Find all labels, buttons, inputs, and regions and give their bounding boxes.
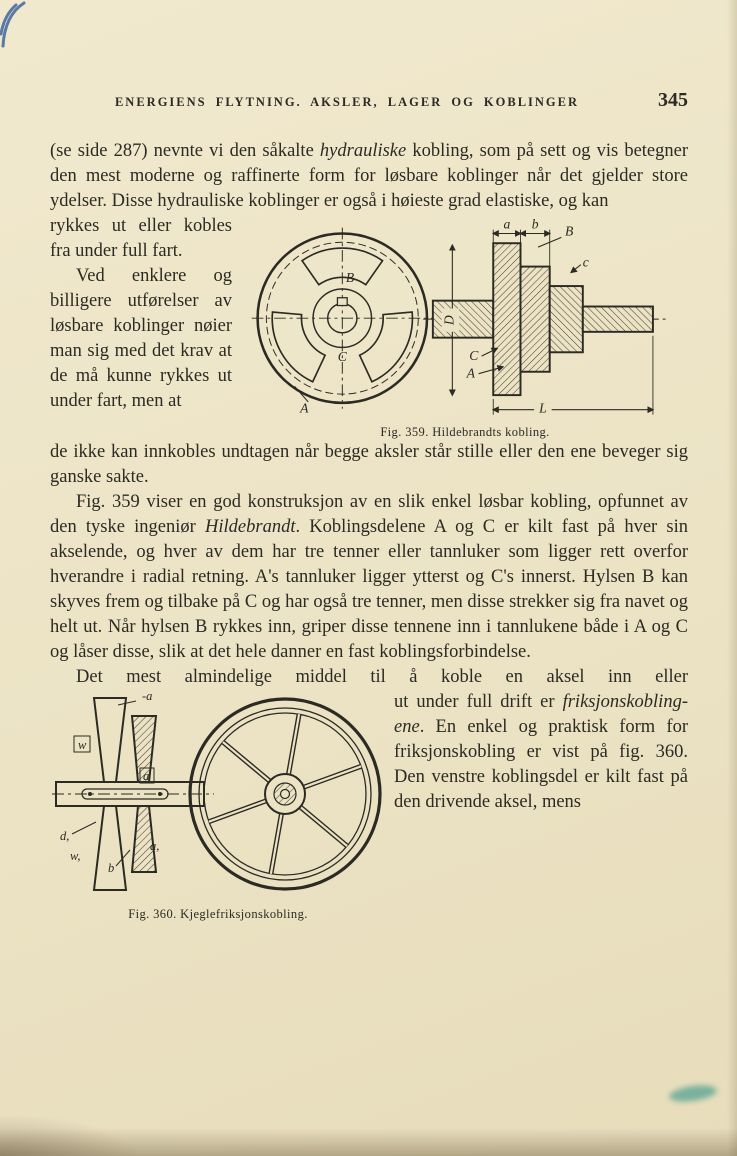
fig359-label-c-section: C: [469, 348, 479, 364]
fig359-label-b-section: B: [565, 223, 574, 239]
fig360-label-a2: a,: [150, 839, 160, 854]
fig359-label-c-dim: c: [582, 254, 589, 270]
paragraph-1-continued: rykkes ut eller kobles fra under full fart.: [50, 216, 232, 261]
fig359-label-b-face: B: [345, 270, 355, 286]
paragraph-4-text-2: . En enkel og praktisk form for friksjonskobling er vist på fig. 360. Den venstre koblingsdel er kilt fast på den drivende aksel, mens: [394, 717, 688, 813]
page-number: 345: [658, 89, 688, 111]
fig359-label-a-face: A: [300, 400, 309, 416]
fig360-label-d: d,: [60, 829, 70, 844]
paragraph-4-intro: Det mest almindelige middel til å koble en aksel inn eller: [76, 667, 688, 688]
figure-359-caption: Fig. 359. Hildebrandts kobling.: [380, 425, 550, 440]
figure-360-row: [50, 690, 688, 922]
paragraph-1: [50, 139, 688, 214]
fig359-label-dim-a: a: [503, 216, 511, 232]
fig359-label-a-section: A: [466, 365, 476, 381]
paragraph-3-text-2: . Koblingsdelene A og C er kilt fast på hver sin akselende, og hver av dem har tre tenner eller tannluker som ligger rett overfor hverandre i radial retning. A's tannluker ligger ytterst og C's innerst. Hylsen B kan skyves frem og tilbake på C og har også tre tenner, men disse strekker sig fra navet og helt ut. Når hylsen B rykkes inn, griper disse tennene inn i tannlukene både i A og C og låser disse, slik at det hele danner en fast koblingsforbindelse.: [50, 517, 688, 663]
paragraph-3-text: Fig. 359 viser en god konstruksjon av en slik enkel løsbar kobling, opfunnet av den tyske ingeniør: [50, 492, 688, 538]
figure-359: [242, 214, 688, 440]
paragraph-2: Ved enklere og billigere utførelser av løsbare koblinger nøier man sig med det krav at de må kunne rykkes ut under fart, men at: [50, 266, 232, 411]
fig360-label-b: b: [108, 861, 115, 876]
fig359-label-c-face: C: [337, 349, 347, 365]
paragraph-4: [394, 690, 688, 815]
fig359-label-l-dim: L: [539, 400, 547, 416]
paragraph-1-italic: hydrauliske: [319, 141, 407, 161]
paragraph-1-text: (se side 287) nevnte vi den såkalte: [50, 141, 320, 161]
narrow-column-2: [394, 690, 688, 815]
fig359-label-dim-b: b: [531, 216, 539, 232]
paragraph-1-text-2: kobling, som på sett og vis betegner den mest moderne og raffinerte form for løsbare koblinger når det gjelder store ydelser. Disse hydrauliske koblinger er også i høieste grad elastiske, og kan: [50, 141, 689, 211]
paragraph-2-continued: de ikke kan innkobles undtagen når begge aksler står stille eller den ene beveger sig ganske sakte.: [50, 442, 688, 488]
paragraph-4-italic: friksjonskoblingene: [394, 692, 688, 738]
paragraph-3: [50, 490, 688, 665]
fig360-label-w2: w,: [70, 849, 81, 864]
figure-360-caption: Fig. 360. Kjeglefriksjonskobling.: [128, 907, 308, 922]
figure-359-row: [50, 214, 688, 440]
paragraph-3-italic: Hildebrandt: [205, 517, 296, 538]
running-head: ENERGIENS FLYTNING. AKSLER, LAGER OG KOBLINGER: [114, 95, 580, 109]
fig360-label-a1: a: [143, 769, 150, 784]
fig359-label-d-dim: D: [441, 315, 457, 326]
figure-360: [50, 690, 386, 922]
page-header: [50, 88, 688, 115]
fig360-label-w1: w: [78, 738, 87, 753]
hildebrandt-coupling-drawing: [242, 214, 688, 418]
fig360-label-top-a: -a: [142, 690, 153, 704]
cone-friction-coupling-drawing: [52, 690, 384, 900]
narrow-column: [50, 214, 232, 414]
paragraph-4-text: ut under full drift er: [394, 692, 563, 713]
